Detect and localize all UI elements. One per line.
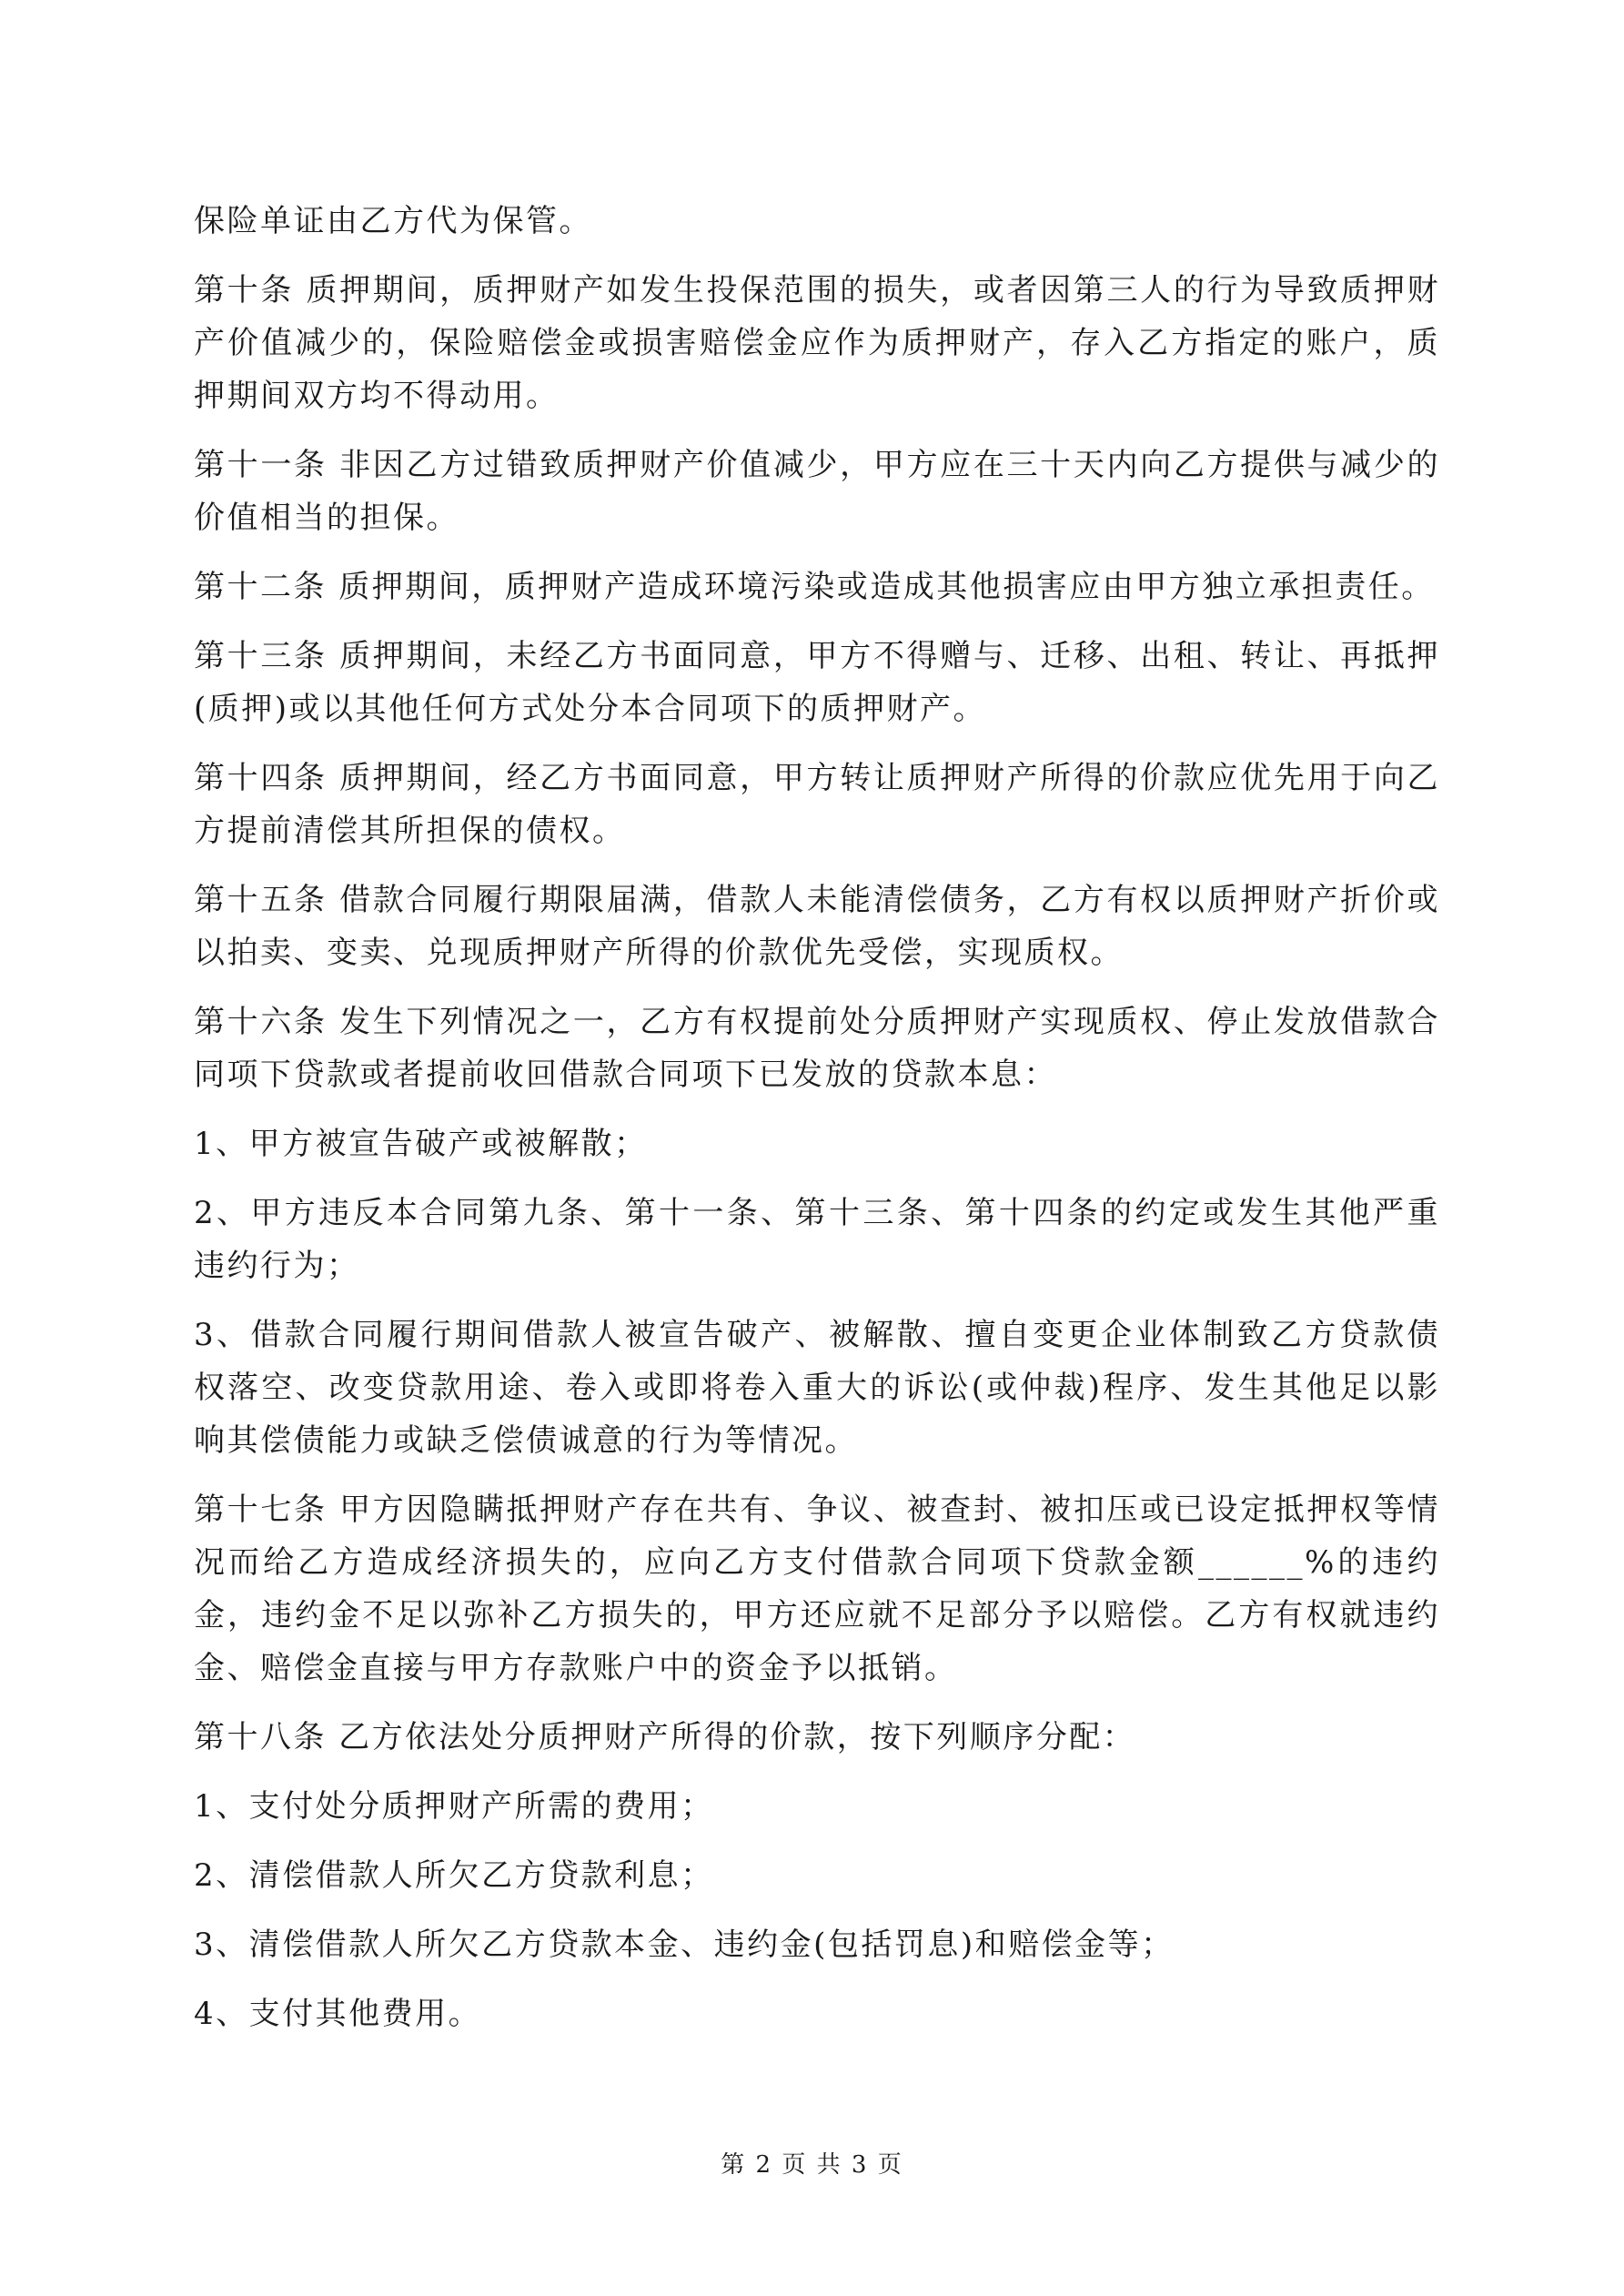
paragraph-article-10: 第十条 质押期间，质押财产如发生投保范围的损失，或者因第三人的行为导致质押财产价值减少的，保险赔偿金或损害赔偿金应作为质押财产，存入乙方指定的账户，质押期间双方均不得动用。 [194, 272, 1440, 414]
paragraph-article-13: 第十三条 质押期间，未经乙方书面同意，甲方不得赠与、迁移、出租、转让、再抵押(质押)或以其他任何方式处分本合同项下的质押财产。 [194, 638, 1440, 727]
paragraph-article-16: 第十六条 发生下列情况之一，乙方有权提前处分质押财产实现质权、停止发放借款合同项下贷款或者提前收回借款合同项下已发放的贷款本息： [194, 1004, 1440, 1093]
paragraph-article-18: 第十八条 乙方依法处分质押财产所得的价款，按下列顺序分配： [194, 1719, 1136, 1755]
paragraph-article-12: 第十二条 质押期间，质押财产造成环境污染或造成其他损害应由甲方独立承担责任。 [194, 569, 1435, 605]
document-body [194, 195, 1440, 2057]
paragraph-article-15: 第十五条 借款合同履行期限届满，借款人未能清偿债务，乙方有权以质押财产折价或以拍卖、变卖、兑现质押财产所得的价款优先受偿，实现质权。 [194, 882, 1440, 971]
paragraph-article-11: 第十一条 非因乙方过错致质押财产价值减少，甲方应在三十天内向乙方提供与减少的价值相当的担保。 [194, 447, 1440, 536]
paragraph-article-14: 第十四条 质押期间，经乙方书面同意，甲方转让质押财产所得的价款应优先用于向乙方提前清偿其所担保的债权。 [194, 760, 1440, 849]
list-item-16-1: 1、甲方被宣告破产或被解散； [194, 1126, 648, 1162]
list-item-18-1: 1、支付处分质押财产所需的费用； [194, 1788, 714, 1825]
list-item-18-2: 2、清偿借款人所欠乙方贷款利息； [194, 1857, 714, 1894]
paragraph-article-17: 第十七条 甲方因隐瞒抵押财产存在共有、争议、被查封、被扣压或已设定抵押权等情况而给乙方造成经济损失的，应向乙方支付借款合同项下贷款金额______%的违约金，违约金不足以弥补乙方损失的，甲方还应就不足部分予以赔偿。乙方有权就违约金、赔偿金直接与甲方存款账户中的资金予以抵销。 [194, 1492, 1440, 1686]
list-item-16-2: 2、甲方违反本合同第九条、第十一条、第十三条、第十四条的约定或发生其他严重违约行为； [194, 1195, 1440, 1284]
page-number-footer: 第 2 页 共 3 页 [721, 2151, 903, 2179]
list-item-18-4: 4、支付其他费用。 [194, 1996, 482, 2032]
paragraph-insurance-custody: 保险单证由乙方代为保管。 [194, 203, 592, 239]
list-item-18-3: 3、清偿借款人所欠乙方贷款本金、违约金(包括罚息)和赔偿金等； [194, 1927, 1175, 1963]
list-item-16-3: 3、借款合同履行期间借款人被宣告破产、被解散、擅自变更企业体制致乙方贷款债权落空、改变贷款用途、卷入或即将卷入重大的诉讼(或仲裁)程序、发生其他足以影响其偿债能力或缺乏偿债诚意的行为等情况。 [194, 1317, 1440, 1459]
